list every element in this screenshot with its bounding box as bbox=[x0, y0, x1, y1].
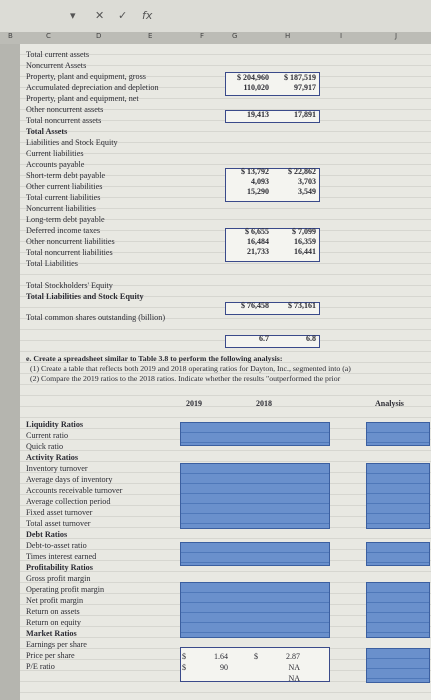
ratio-label: Inventory turnover bbox=[26, 464, 88, 473]
market-value-v1[interactable]: 1.64 bbox=[214, 652, 228, 661]
balance-label: Other current liabilities bbox=[26, 182, 103, 191]
value-2019[interactable]: 21,733 bbox=[247, 247, 269, 256]
value-2019[interactable]: 16,484 bbox=[247, 237, 269, 246]
value-2018[interactable]: 17,891 bbox=[294, 110, 316, 119]
ratio-label: Fixed asset turnover bbox=[26, 508, 93, 517]
confirm-icon[interactable]: ✓ bbox=[118, 9, 128, 22]
task-line-1: e. Create a spreadsheet similar to Table 3.8 to perform the following analysis: bbox=[26, 354, 283, 363]
column-header-i[interactable]: I bbox=[340, 32, 343, 40]
ratio-label: Earnings per share bbox=[26, 640, 87, 649]
debt-analysis-block[interactable] bbox=[366, 542, 430, 566]
ratio-label: Total asset turnover bbox=[26, 519, 91, 528]
column-header-g[interactable]: G bbox=[232, 32, 238, 40]
value-2019[interactable]: 15,290 bbox=[247, 187, 269, 196]
ratio-label: Net profit margin bbox=[26, 596, 84, 605]
balance-label: Total Stockholders' Equity bbox=[26, 281, 113, 290]
ratio-label: Times interest earned bbox=[26, 552, 97, 561]
ratio-label: Market Ratios bbox=[26, 629, 77, 638]
value-2018[interactable]: 3,703 bbox=[298, 177, 316, 186]
market-value-c1[interactable]: $ bbox=[182, 652, 186, 661]
ratio-label: Return on equity bbox=[26, 618, 82, 627]
column-header-b[interactable]: B bbox=[8, 32, 13, 40]
ratio-label: Debt Ratios bbox=[26, 530, 68, 539]
ratio-label: Return on assets bbox=[26, 607, 80, 616]
market-value-c1[interactable]: $ bbox=[182, 663, 186, 672]
liquidity-analysis-block[interactable] bbox=[366, 422, 430, 446]
liquidity-input-block[interactable] bbox=[180, 422, 330, 446]
column-header-j[interactable]: J bbox=[395, 32, 398, 40]
activity-analysis-block[interactable] bbox=[366, 463, 430, 529]
task-line-3: (2) Compare the 2019 ratios to the 2018 ratios. Indicate whether the results "outperformed the prior bbox=[30, 374, 341, 383]
ratio-label: Profitability Ratios bbox=[26, 563, 93, 572]
column-header-h[interactable]: H bbox=[285, 32, 291, 40]
balance-label: Liabilities and Stock Equity bbox=[26, 138, 118, 147]
header-analysis: Analysis bbox=[375, 399, 404, 408]
market-analysis-block[interactable] bbox=[366, 648, 430, 683]
dropdown-icon[interactable]: ▾ bbox=[70, 9, 76, 22]
value-2018[interactable]: 16,441 bbox=[294, 247, 316, 256]
ratio-label: Accounts receivable turnover bbox=[26, 486, 123, 495]
row-number-gutter bbox=[0, 44, 20, 700]
balance-label: Noncurrent liabilities bbox=[26, 204, 96, 213]
value-2019[interactable]: 110,020 bbox=[243, 83, 269, 92]
value-2018[interactable]: $ 73,161 bbox=[288, 301, 316, 310]
activity-input-block[interactable] bbox=[180, 463, 330, 529]
value-2019[interactable]: 19,413 bbox=[247, 110, 269, 119]
cancel-icon[interactable]: ✕ bbox=[95, 9, 105, 22]
balance-label: Property, plant and equipment, net bbox=[26, 94, 139, 103]
balance-label: Total Liabilities and Stock Equity bbox=[26, 292, 144, 301]
ratio-label: Price per share bbox=[26, 651, 75, 660]
ratio-label: Average days of inventory bbox=[26, 475, 113, 484]
value-2018[interactable]: 16,359 bbox=[294, 237, 316, 246]
balance-label: Long-term debt payable bbox=[26, 215, 105, 224]
value-2019[interactable]: 6.7 bbox=[259, 334, 269, 343]
column-header-e[interactable]: E bbox=[148, 32, 153, 40]
value-2018[interactable]: $ 187,519 bbox=[284, 73, 316, 82]
ratio-label: Liquidity Ratios bbox=[26, 420, 84, 429]
balance-label: Accounts payable bbox=[26, 160, 85, 169]
value-2019[interactable]: 4,093 bbox=[251, 177, 269, 186]
balance-label: Total noncurrent liabilities bbox=[26, 248, 113, 257]
market-value-v1[interactable]: 90 bbox=[220, 663, 228, 672]
ratio-label: P/E ratio bbox=[26, 662, 55, 671]
column-header-c[interactable]: C bbox=[46, 32, 51, 40]
ratio-label: Debt-to-asset ratio bbox=[26, 541, 87, 550]
market-value-v2[interactable]: NA bbox=[288, 663, 300, 672]
balance-label: Accumulated depreciation and depletion bbox=[26, 83, 159, 92]
ratio-label: Current ratio bbox=[26, 431, 69, 440]
value-2019[interactable]: $ 76,458 bbox=[241, 301, 269, 310]
column-header-d[interactable]: D bbox=[96, 32, 102, 40]
balance-label: Total common shares outstanding (billion) bbox=[26, 313, 166, 322]
balance-label: Total current liabilities bbox=[26, 193, 101, 202]
value-2018[interactable]: $ 7,099 bbox=[292, 227, 316, 236]
profitability-analysis-block[interactable] bbox=[366, 582, 430, 638]
function-icon[interactable]: fx bbox=[142, 9, 153, 22]
balance-label: Total Assets bbox=[26, 127, 68, 136]
balance-label: Deferred income taxes bbox=[26, 226, 101, 235]
spreadsheet-grid[interactable] bbox=[20, 44, 431, 700]
market-value-v2[interactable]: 2.87 bbox=[286, 652, 300, 661]
market-value-c2[interactable]: $ bbox=[254, 652, 258, 661]
value-2019[interactable]: $ 6,655 bbox=[245, 227, 269, 236]
value-2019[interactable]: $ 13,792 bbox=[241, 167, 269, 176]
balance-label: Total Liabilities bbox=[26, 259, 78, 268]
header-2018: 2018 bbox=[256, 399, 272, 408]
debt-input-block[interactable] bbox=[180, 542, 330, 566]
balance-label: Other noncurrent assets bbox=[26, 105, 104, 114]
value-2019[interactable]: $ 204,960 bbox=[237, 73, 269, 82]
value-2018[interactable]: $ 22,862 bbox=[288, 167, 316, 176]
market-value-v2[interactable]: NA bbox=[288, 674, 300, 683]
balance-label: Property, plant and equipment, gross bbox=[26, 72, 146, 81]
balance-label: Noncurrent Assets bbox=[26, 61, 87, 70]
balance-label: Total current assets bbox=[26, 50, 90, 59]
balance-label: Other noncurrent liabilities bbox=[26, 237, 115, 246]
ratio-label: Operating profit margin bbox=[26, 585, 105, 594]
ratio-label: Gross profit margin bbox=[26, 574, 91, 583]
ratio-label: Activity Ratios bbox=[26, 453, 79, 462]
task-line-2: (1) Create a table that reflects both 2019 and 2018 operating ratios for Dayton, Inc., segmented into (a) bbox=[30, 364, 351, 373]
profitability-input-block[interactable] bbox=[180, 582, 330, 638]
ratio-label: Average collection period bbox=[26, 497, 111, 506]
value-2018[interactable]: 97,917 bbox=[294, 83, 316, 92]
balance-label: Total noncurrent assets bbox=[26, 116, 102, 125]
header-2019: 2019 bbox=[186, 399, 202, 408]
balance-label: Current liabilities bbox=[26, 149, 84, 158]
column-header-f[interactable]: F bbox=[200, 32, 205, 40]
formula-toolbar bbox=[0, 0, 431, 33]
balance-label: Short-term debt payable bbox=[26, 171, 106, 180]
value-2018[interactable]: 6.8 bbox=[306, 334, 316, 343]
value-2018[interactable]: 3,549 bbox=[298, 187, 316, 196]
ratio-label: Quick ratio bbox=[26, 442, 64, 451]
